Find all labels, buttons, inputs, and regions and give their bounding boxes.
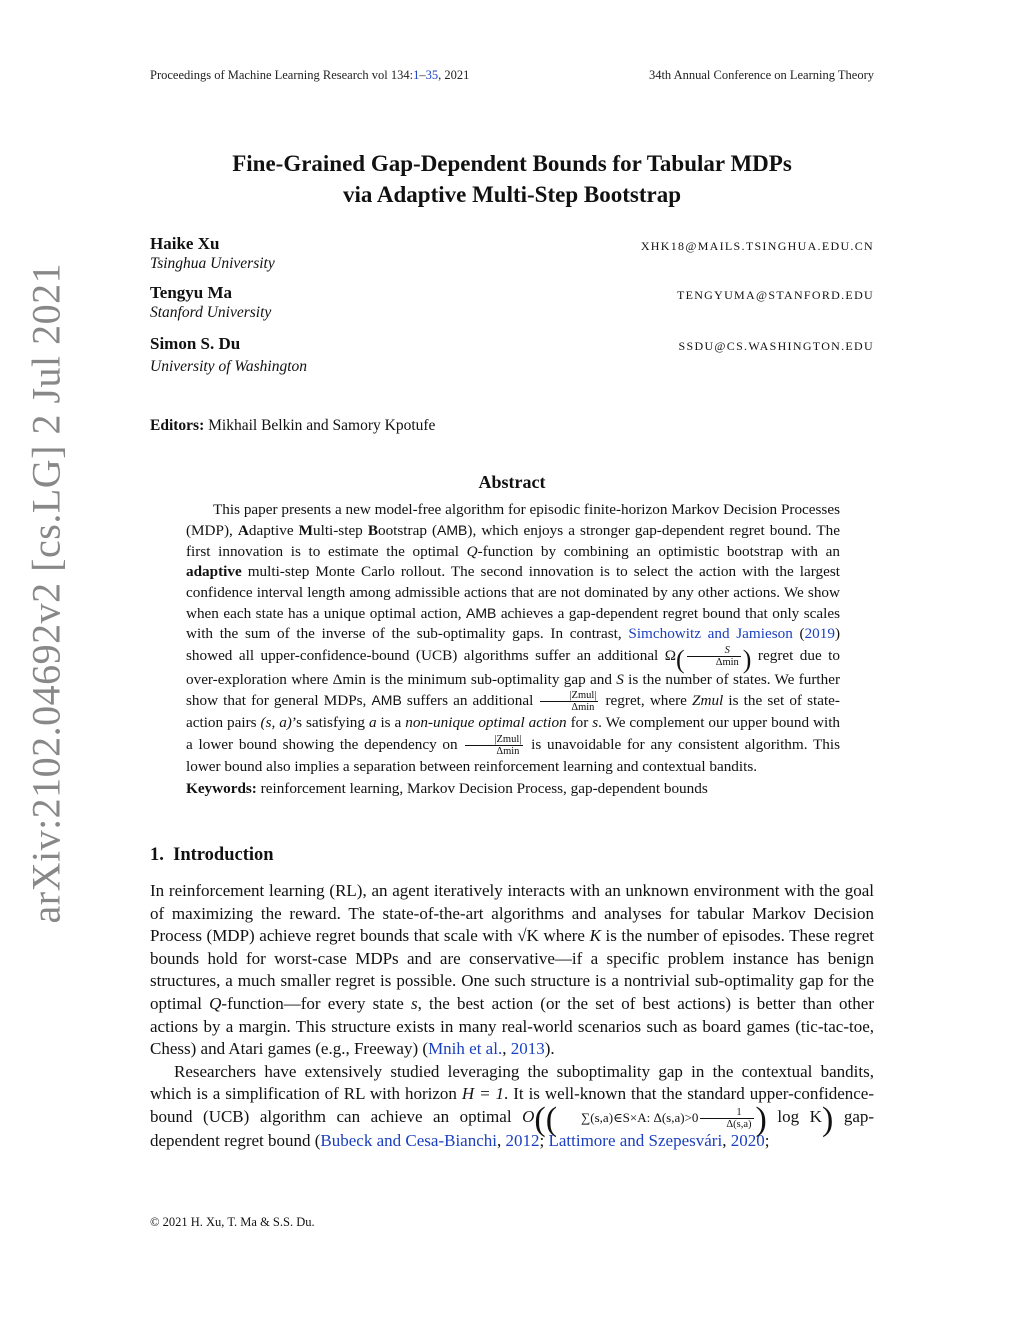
author-name: Haike Xu bbox=[150, 234, 220, 253]
author-affiliation: Stanford University bbox=[150, 304, 272, 321]
abstract-paragraph: This paper presents a new model-free algorithm for episodic finite-horizon Markov Decision Processes (MDP), Adaptive Multi-step Bootstrap (AMB), which enjoys a stronger gap-dependent regret bound. The first innovation is to estimate the optimal Q-function by combining an optimistic bootstrap with an adaptive multi-step Monte Carlo rollout. The second innovation is to select the action with the largest confidence interval length among admissible actions that are not dominated by any other actions. We show when each state has a unique optimal action, AMB achieves a gap-dependent regret bound that only scales with the sum of the inverse of the sub-optimality gaps. In contrast, Simchowitz and Jamieson (2019) showed all upper-confidence-bound (UCB) algorithms suffer an additional Ω( $\frac{S}{\Delta\min}$ ) regret due to over-exploration where Δmin is the minimum sub-optimality gap and S is the number of states. We further show that for general MDPs, AMB suffers an additional $\frac{\text{|Zmul|}}{\Delta\min}$ regret, where Zmul is the set of state-action pairs (s, a)’s satisfying a is a non-unique optimal action for s. We complement our upper bound with a lower bound showing the dependency on $\frac{\text{|Zmul|}}{\Delta\min}$ is unavoidable for any consistent algorithm. This lower bound also implies a separation between reinforcement learning and contextual bandits. bbox=[186, 501, 841, 775]
running-header-right: 34th Annual Conference on Learning Theory bbox=[648, 68, 874, 82]
citation-link[interactable]: Lattimore and Szepesvári bbox=[548, 1130, 723, 1150]
algorithm-name: AMB bbox=[466, 605, 497, 622]
author-affiliation: University of Washington bbox=[150, 358, 308, 375]
intro-paragraph: Researchers have extensively studied leveraging the suboptimality gap in the contextual bandits, which is a simplification of RL with horizon H = 1. It is well-known that the standard upper-confidence-bound (UCB) algorithm can achieve an optimal O(( ∑(s,a)∈S×A: Δ(s,a)>0 $\frac{1}{\Delta(s,a)}$ ) log K) gap-dependent regret bound (Bubeck and Cesa-Bianchi, 2012; Lattimore and Szepesvári, 2020; bbox=[150, 1061, 875, 1150]
page-range-start-link[interactable]: 1 bbox=[413, 68, 420, 82]
intro-paragraph: In reinforcement learning (RL), an agent iteratively interacts with an unknown environment with the goal of maximizing the reward. The state-of-the-art algorithms and analyses for tabular Markov Decision Process (MDP) achieve regret bounds that scale with √K where K is the number of episodes. These regret bounds hold for worst-case MDPs and are conservative—if a specific problem instance has benign structures, a much smaller regret is possible. One such structure is a nontrivial sub-optimality gap for the optimal Q-function—for every state s, the best action (or the set of best actions) is better than other actions by a margin. This structure exists in many real-world scenarios such as board games (tic-tac-toe, Chess) and Atari games (e.g., Freeway) (Mnih et al., 2013). bbox=[150, 881, 874, 1059]
page-range-end-link[interactable]: 35 bbox=[425, 68, 439, 82]
author-name: Simon S. Du bbox=[150, 334, 241, 353]
fraction: $\frac{S}{\Delta\min}$ bbox=[687, 645, 741, 668]
abstract-heading: Abstract bbox=[478, 472, 546, 492]
author-name: Tengyu Ma bbox=[150, 283, 233, 302]
sqrt-k: √K bbox=[517, 926, 539, 946]
citation-year-link[interactable]: 2012 bbox=[505, 1130, 540, 1150]
citation-year-link[interactable]: 2019 bbox=[804, 625, 835, 643]
fraction: $\frac{1}{\Delta(s,a)}$ bbox=[700, 1107, 753, 1130]
citation-year-link[interactable]: 2013 bbox=[510, 1039, 545, 1059]
author-email[interactable]: XHK18@MAILS.TSINGHUA.EDU.CN bbox=[640, 239, 874, 253]
citation-year-link[interactable]: 2020 bbox=[730, 1130, 765, 1150]
introduction-body bbox=[150, 880, 874, 1153]
keywords-line: Keywords: reinforcement learning, Markov Decision Process, gap-dependent bounds bbox=[186, 780, 708, 798]
abstract-body bbox=[186, 500, 840, 799]
paper-title-line2: via Adaptive Multi-Step Bootstrap bbox=[343, 182, 681, 207]
section-heading: 1. Introduction bbox=[150, 845, 274, 865]
author-email[interactable]: TENGYUMA@STANFORD.EDU bbox=[676, 288, 874, 302]
citation-link[interactable]: Simchowitz and Jamieson bbox=[628, 625, 793, 643]
algorithm-name: AMB bbox=[371, 692, 402, 709]
editors-line: Editors: Mikhail Belkin and Samory Kpotufe bbox=[150, 417, 436, 434]
running-header-left: Proceedings of Machine Learning Research vol 134:1–35, 2021 bbox=[150, 68, 470, 82]
paper-title-line1: Fine-Grained Gap-Dependent Bounds for Tabular MDPs bbox=[232, 151, 792, 176]
copyright-footer: © 2021 H. Xu, T. Ma & S.S. Du. bbox=[150, 1215, 315, 1229]
algorithm-name: AMB bbox=[437, 522, 468, 539]
author-email[interactable]: SSDU@CS.WASHINGTON.EDU bbox=[678, 339, 874, 353]
fraction: $\frac{\text{|Zmul|}}{\Delta\min}$ bbox=[540, 690, 598, 713]
citation-link[interactable]: Mnih et al. bbox=[428, 1039, 503, 1059]
citation-link[interactable]: Bubeck and Cesa-Bianchi bbox=[320, 1130, 497, 1150]
sum-expression: ∑(s,a)∈S×A: Δ(s,a)>0 bbox=[581, 1110, 699, 1126]
author-affiliation: Tsinghua University bbox=[150, 255, 275, 272]
fraction: $\frac{\text{|Zmul|}}{\Delta\min}$ bbox=[465, 734, 523, 757]
arxiv-stamp: arXiv:2102.04692v2 [cs.LG] 2 Jul 2021 bbox=[23, 262, 69, 924]
